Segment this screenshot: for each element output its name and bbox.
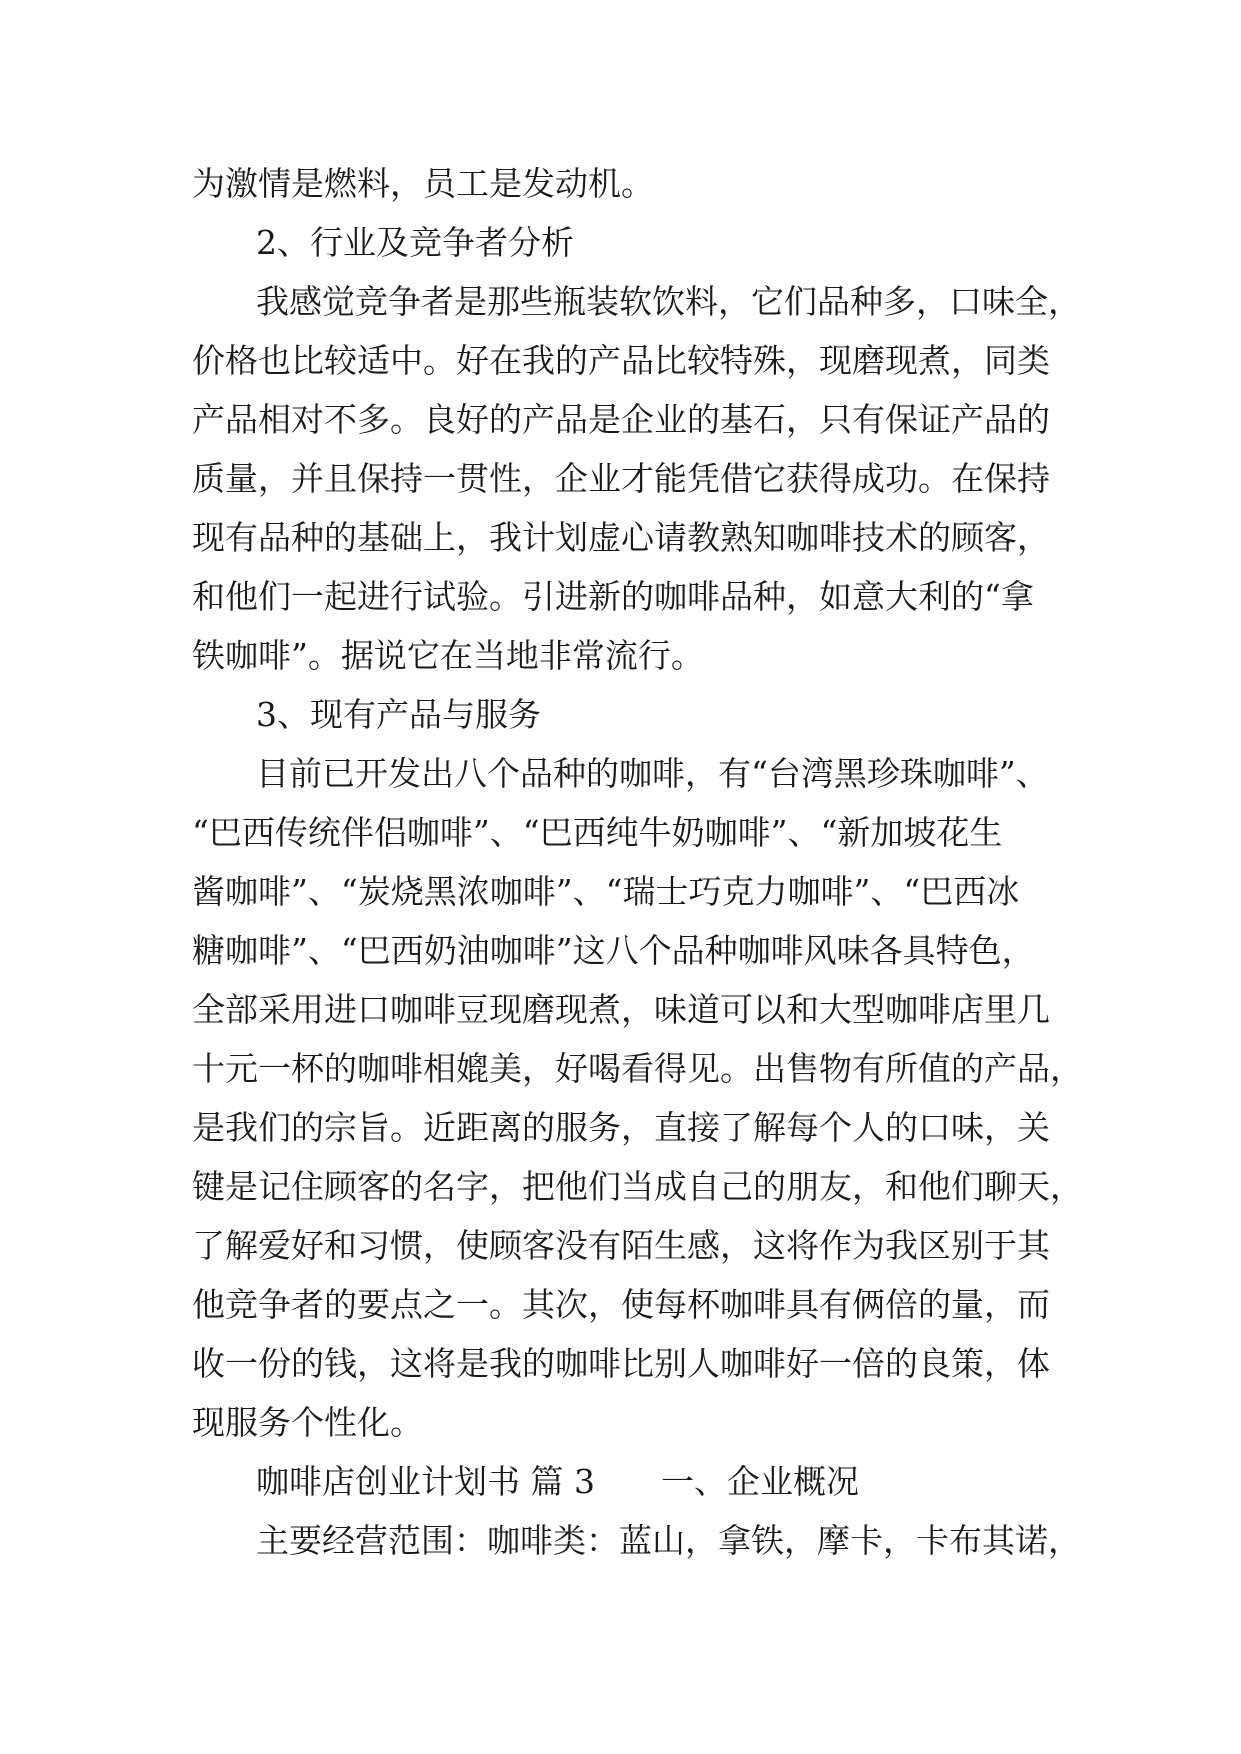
paragraph-line: 酱咖啡”、“炭烧黑浓咖啡”、“瑞士巧克力咖啡”、“巴西冰 — [192, 872, 1020, 911]
paragraph-line: 他竞争者的要点之一。其次，使每杯咖啡具有俩倍的量，而 — [192, 1285, 1050, 1324]
paragraph-line: 主要经营范围：咖啡类：蓝山，拿铁，摩卡，卡布其诺， — [256, 1521, 1081, 1560]
paragraph-line: 糖咖啡”、“巴西奶油咖啡”这八个品种咖啡风味各具特色， — [192, 931, 1035, 970]
paragraph-line: 现服务个性化。 — [192, 1403, 423, 1442]
paragraph-line: 目前已开发出八个品种的咖啡，有“台湾黑珍珠咖啡”、 — [256, 754, 1049, 793]
paragraph-line: 和他们一起进行试验。引进新的咖啡品种，如意大利的“拿 — [192, 577, 1034, 616]
paragraph-line: 产品相对不多。良好的产品是企业的基石，只有保证产品的 — [192, 400, 1050, 439]
paragraph-line: 收一份的钱，这将是我的咖啡比别人咖啡好一倍的良策，体 — [192, 1344, 1050, 1383]
paragraph-line: “巴西传统伴侣咖啡”、“巴西纯牛奶咖啡”、“新加坡花生 — [192, 813, 1003, 852]
paragraph-line: 现有品种的基础上，我计划虚心请教熟知咖啡技术的顾客， — [192, 518, 1050, 557]
paragraph-line: 是我们的宗旨。近距离的服务，直接了解每个人的口味，关 — [192, 1108, 1050, 1147]
section-heading: 咖啡店创业计划书 篇 3 一、企业概况 — [256, 1462, 859, 1501]
paragraph-line: 十元一杯的咖啡相媲美，好喝看得见。出售物有所值的产品， — [192, 1049, 1083, 1088]
paragraph-line: 质量，并且保持一贯性，企业才能凭借它获得成功。在保持 — [192, 459, 1050, 498]
paragraph-line: 为激情是燃料，员工是发动机。 — [192, 164, 654, 203]
paragraph-line: 全部采用进口咖啡豆现磨现煮，味道可以和大型咖啡店里几 — [192, 990, 1050, 1029]
paragraph-line: 我感觉竞争者是那些瓶装软饮料，它们品种多，口味全， — [256, 282, 1081, 321]
paragraph-line: 铁咖啡”。据说它在当地非常流行。 — [192, 636, 704, 675]
paragraph-line: 键是记住顾客的名字，把他们当成自己的朋友，和他们聊天， — [192, 1167, 1083, 1206]
paragraph-line: 了解爱好和习惯，使顾客没有陌生感，这将作为我区别于其 — [192, 1226, 1050, 1265]
section-heading: 3、现有产品与服务 — [256, 695, 541, 734]
section-heading: 2、行业及竞争者分析 — [256, 223, 574, 262]
paragraph-line: 价格也比较适中。好在我的产品比较特殊，现磨现煮，同类 — [192, 341, 1050, 380]
